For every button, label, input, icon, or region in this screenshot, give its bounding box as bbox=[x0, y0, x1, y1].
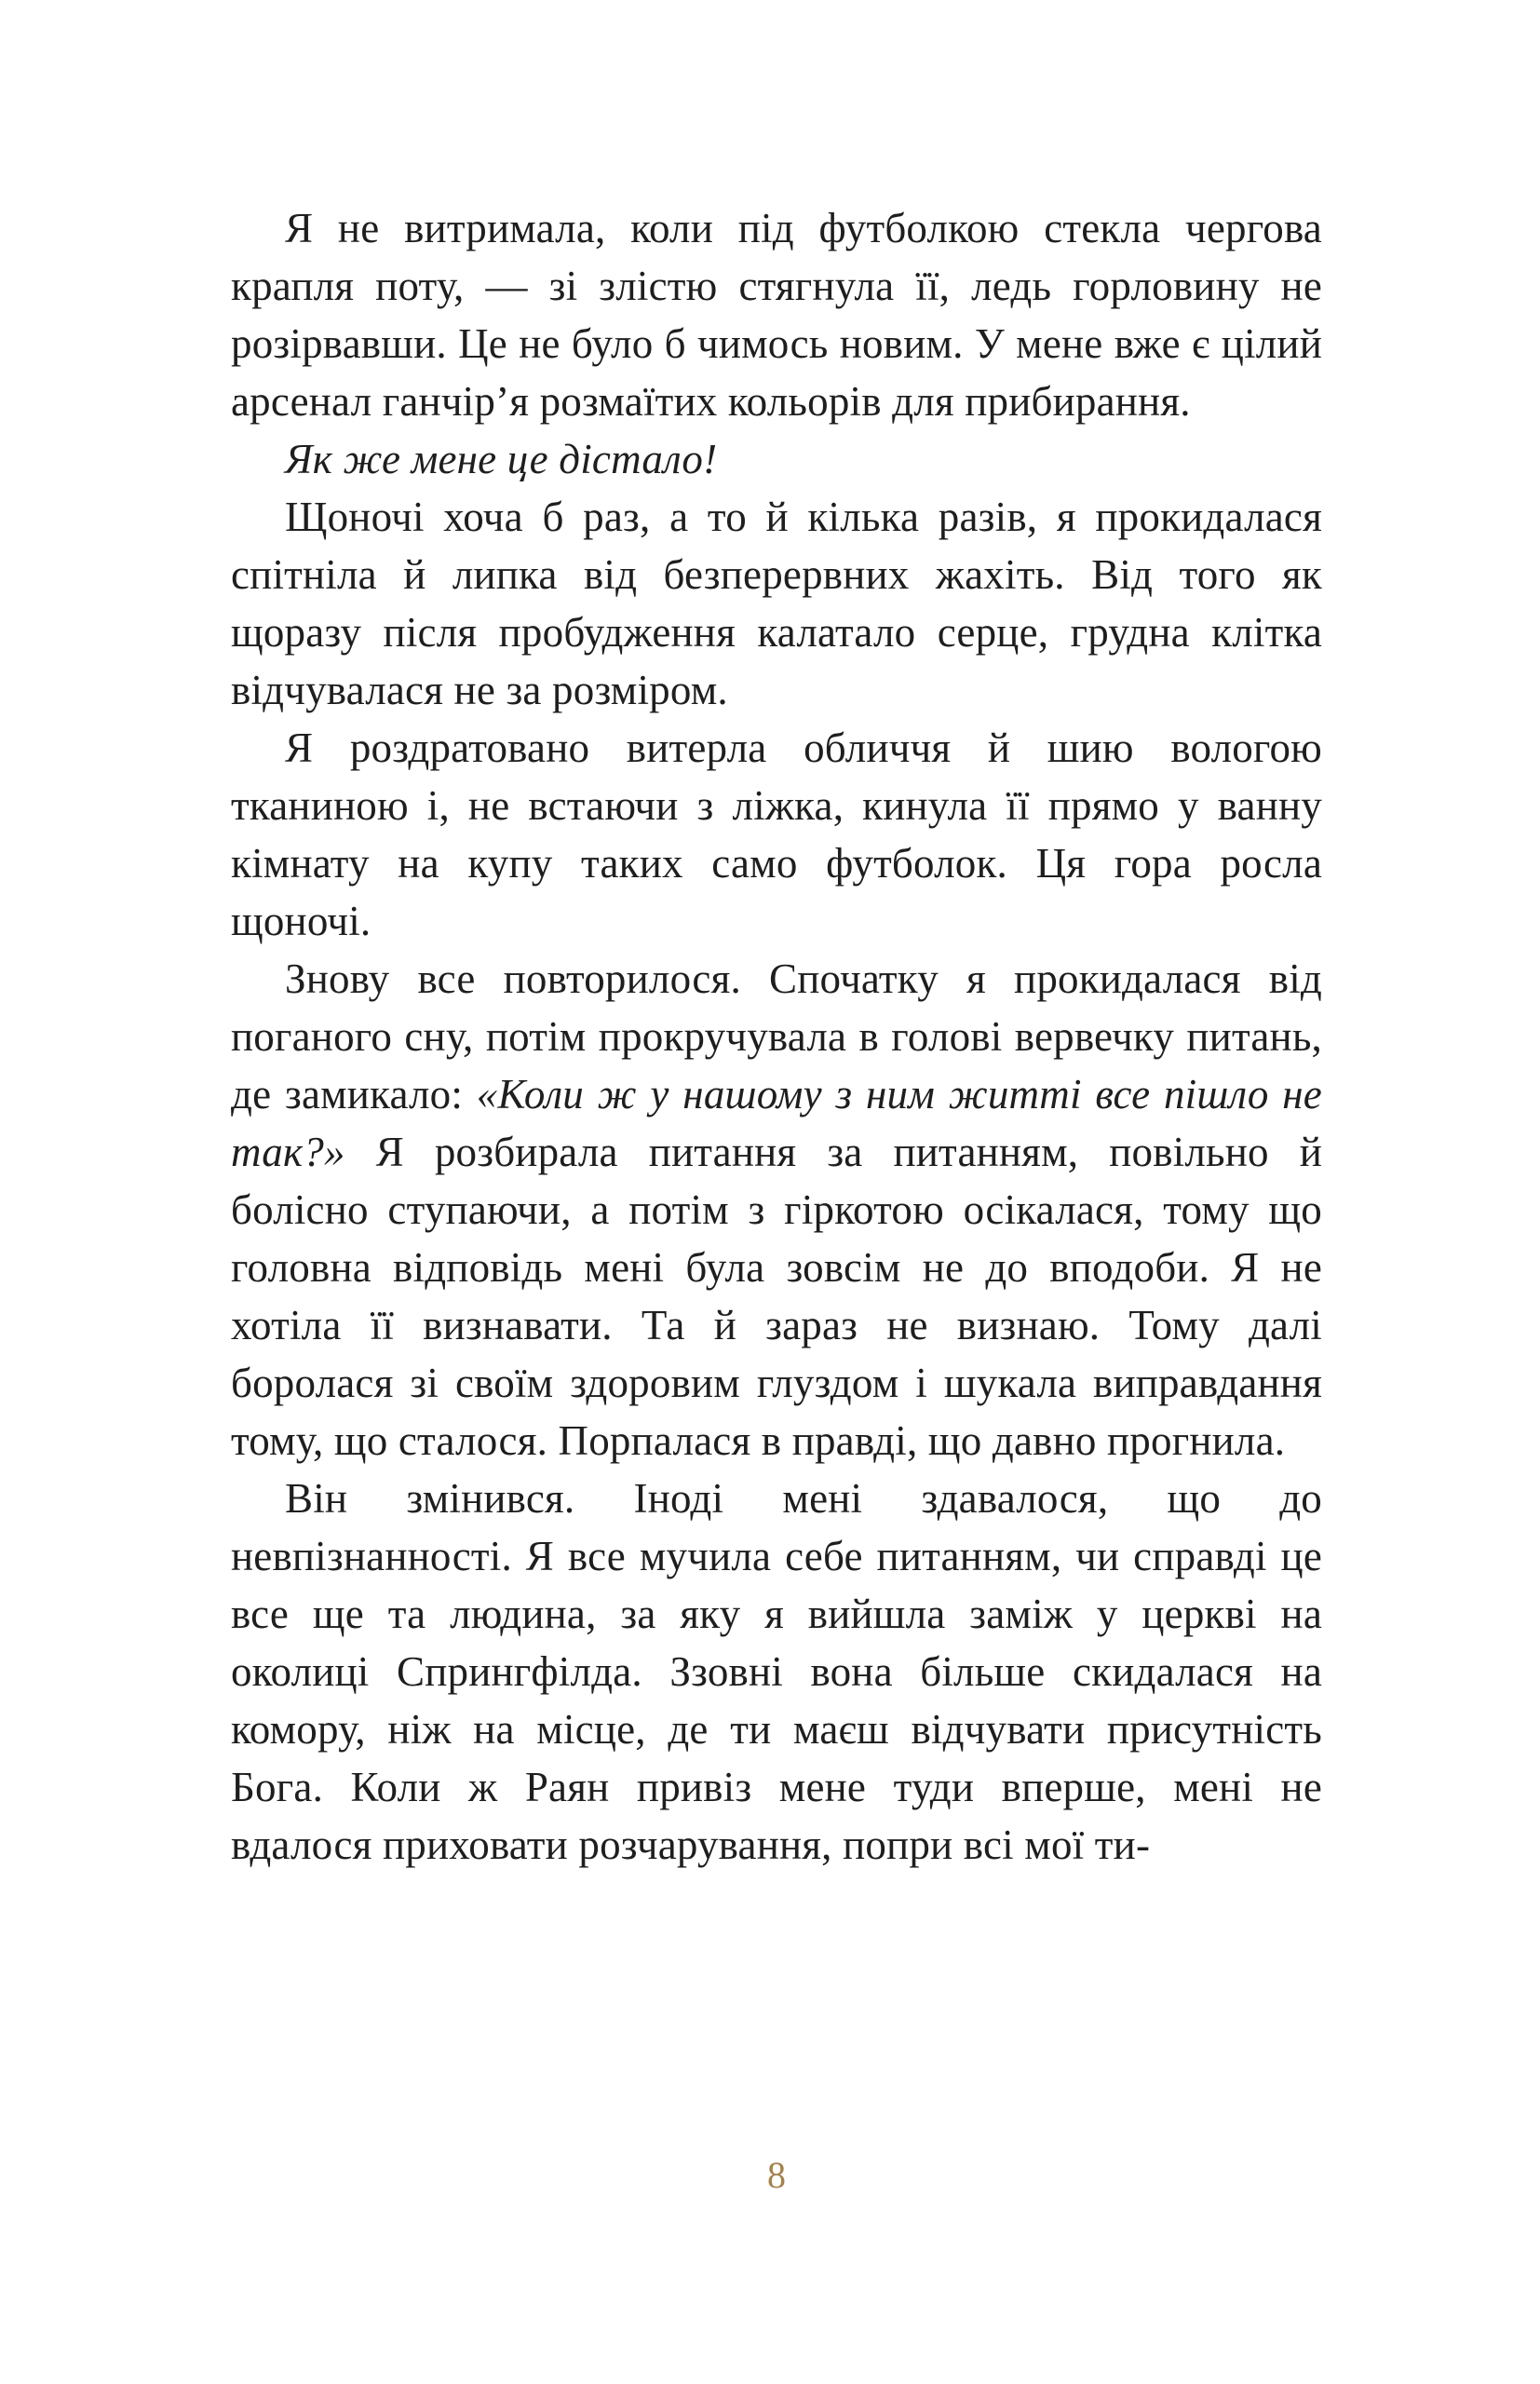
paragraph-6 bbox=[231, 1470, 1322, 1874]
paragraph-4 bbox=[231, 719, 1322, 950]
paragraph-1 bbox=[231, 199, 1322, 430]
page-text-block bbox=[231, 199, 1322, 1874]
paragraph-2-text: Як же мене це дістало! bbox=[285, 436, 718, 482]
paragraph-5-text-tail: Я розбирала питання за питанням, повільно й болісно ступаючи, а потім з гіркотою осікалася, тому що головна відповідь мені була зовсім не до вподоби. Я не хотіла її визнавати. Та й зараз не визнаю. Тому далі боролася зі своїм здоровим глуздом і шукала виправдання тому, що сталося. Порпалася в правді, що давно прогнила. bbox=[231, 1129, 1322, 1464]
paragraph-6-text: Він змінився. Іноді мені здавалося, що до невпізнанності. Я все мучила себе питанням, чи справді це все ще та людина, за яку я вийшла заміж у церкві на околиці Спрингфілда. Ззовні вона більше скидалася на комору, ніж на місце, де ти маєш відчувати присутність Бога. Коли ж Раян привіз мене туди вперше, мені не вдалося приховати розчарування, попри всі мої ти- bbox=[231, 1475, 1322, 1868]
paragraph-3 bbox=[231, 488, 1322, 719]
paragraph-2 bbox=[231, 430, 1322, 488]
paragraph-4-text: Я роздратовано витерла обличчя й шию вологою тканиною і, не встаючи з ліжка, кинула її прямо у ванну кімнату на купу таких само футболок. Ця гора росла щоночі. bbox=[231, 725, 1322, 944]
paragraph-1-text: Я не витримала, коли під футболкою стекла чергова крапля поту, — зі злістю стягнула її, ледь горловину не розірвавши. Це не було б чимось новим. У мене вже є цілий арсенал ганчір’я розмаїтих кольорів для прибирання. bbox=[231, 205, 1322, 425]
paragraph-5-text-lead: Знову все повторилося. Спочатку я прокидалася від поганого сну, потім прокручувала в голові вервечку питань, де замикало: bbox=[231, 955, 1322, 1118]
paragraph-5 bbox=[231, 950, 1322, 1470]
page-number: 8 bbox=[767, 2154, 786, 2196]
paragraph-5-quote: «Коли ж у нашому з ним житті все пішло не так?» bbox=[231, 1071, 1322, 1175]
paragraph-3-text: Щоночі хоча б раз, а то й кілька разів, я прокидалася спітніла й липка від безперервних жахіть. Від того як щоразу після пробудження калатало серце, грудна клітка відчувалася не за розміром. bbox=[231, 494, 1322, 713]
